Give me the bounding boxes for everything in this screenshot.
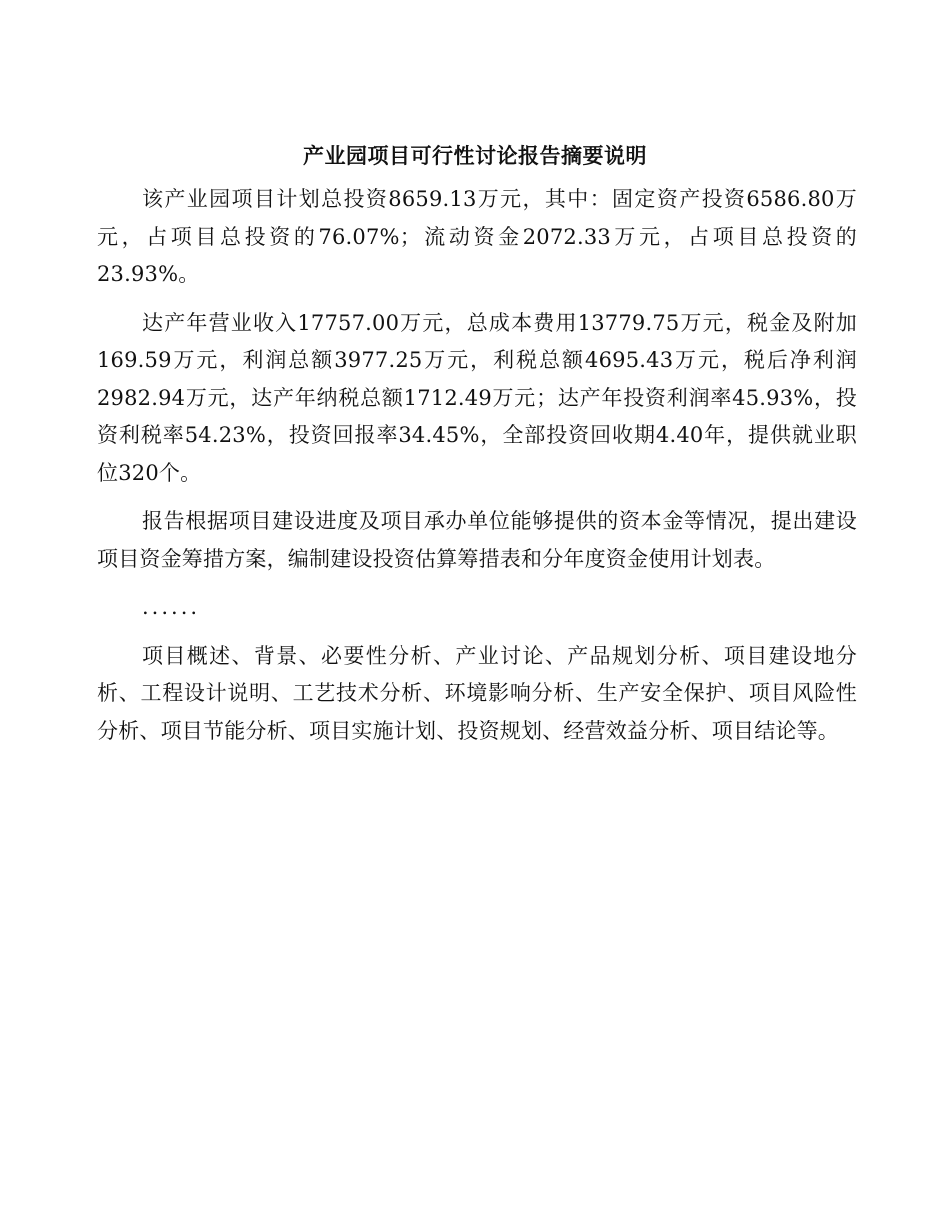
paragraph-funding-plan: 报告根据项目建设进度及项目承办单位能够提供的资本金等情况，提出建设项目资金筹措方案，编制建设投资估算筹措表和分年度资金使用计划表。 [97, 509, 857, 571]
paragraph-contents: 项目概述、背景、必要性分析、产业讨论、产品规划分析、项目建设地分析、工程设计说明、工艺技术分析、环境影响分析、生产安全保护、项目风险性分析、项目节能分析、项目实施计划、投资规划、经营效益分析、项目结论等。 [97, 643, 857, 743]
paragraph-financials: 达产年营业收入17757.00万元，总成本费用13779.75万元，税金及附加169.59万元，利润总额3977.25万元，利税总额4695.43万元，税后净利润2982.94万元，达产年纳税总额1712.49万元；达产年投资利润率45.93%，投资利税率54.23%，投资回报率34.45%，全部投资回收期4.40年，提供就业职位320个。 [97, 310, 857, 485]
paragraph-ellipsis: ...... [142, 595, 201, 619]
document-title: 产业园项目可行性讨论报告摘要说明 [303, 144, 647, 168]
document-body [97, 181, 857, 761]
paragraph-investment: 该产业园项目计划总投资8659.13万元，其中：固定资产投资6586.80万元，占项目总投资的76.07%；流动资金2072.33万元，占项目总投资的23.93%。 [97, 187, 857, 286]
